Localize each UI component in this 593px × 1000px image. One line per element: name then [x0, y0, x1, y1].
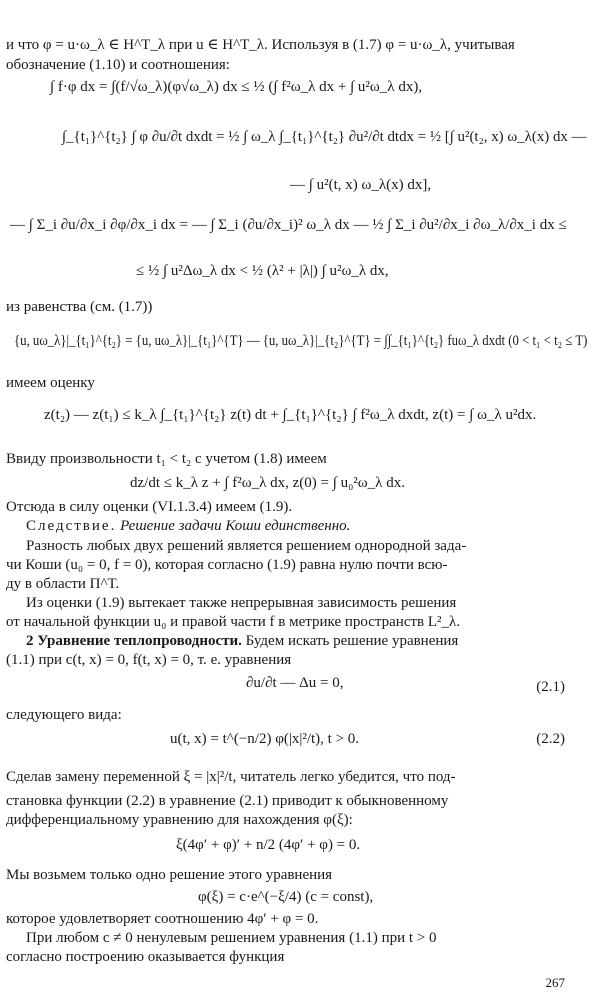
- text-line: Мы возьмем только одно решение этого уравнения: [6, 867, 333, 883]
- text-line: обозначение (1.10) и соотношения:: [6, 57, 230, 73]
- text-line: следующего вида:: [6, 707, 122, 723]
- text-line: становка функции (2.2) в уравнение (2.1) приводит к обыкновенному: [6, 793, 449, 809]
- formula-line: ξ(4φ′ + φ)′ + n/2 (4φ′ + φ) = 0.: [176, 837, 361, 853]
- text-line: Из оценки (1.9) вытекает также непрерывная зависимость решения: [26, 595, 457, 611]
- corollary-text: Решение задачи Коши единственно.: [120, 518, 351, 534]
- text-line: При любом c ≠ 0 ненулевым решением уравнения (1.1) при t > 0: [26, 930, 437, 946]
- formula-line: ∂u/∂t — Δu = 0,: [246, 675, 344, 691]
- text-line: дифференциальному уравнению для нахождения φ(ξ):: [6, 812, 353, 828]
- corollary-line: [26, 519, 350, 534]
- formula-line: u(t, x) = t^(−n/2) φ(|x|²/t), t > 0.: [170, 731, 360, 747]
- corollary-label: Следствие.: [26, 518, 117, 534]
- formula-line: — ∫ Σ_i ∂u/∂x_i ∂φ/∂x_i dx = — ∫ Σ_i (∂u/∂x_i)² ω_λ dx — ½ ∫ Σ_i ∂u²/∂x_i ∂ω_λ/∂x_i dx ≤: [10, 217, 567, 233]
- formula-line: φ(ξ) = c·e^(−ξ/4) (c = const),: [198, 889, 374, 905]
- formula-line: ∫_{t₁}^{t₂} ∫ φ ∂u/∂t dxdt = ½ ∫ ω_λ ∫_{t₁}^{t₂} ∂u²/∂t dtdx = ½ [∫ u²(t₂, x) ω_λ(x) dx —: [62, 129, 587, 145]
- text-line: и что φ = u·ω_λ ∈ H^T_λ при u ∈ H^T_λ. Используя в (1.7) φ = u·ω_λ, учитывая: [6, 37, 515, 53]
- formula-line: ≤ ½ ∫ u²Δω_λ dx < ½ (λ² + |λ|) ∫ u²ω_λ dx,: [136, 263, 389, 279]
- text-line: согласно построению оказывается функция: [6, 949, 285, 965]
- equation-number: (2.2): [536, 731, 565, 747]
- text-line: Сделав замену переменной ξ = |x|²/t, читатель легко убедится, что под-: [6, 769, 456, 785]
- section-line: [26, 634, 458, 649]
- equation-number: (2.1): [536, 679, 565, 695]
- formula-line: — ∫ u²(t, x) ω_λ(x) dx],: [290, 177, 432, 193]
- text-line: из равенства (см. (1.7)): [6, 299, 153, 315]
- text-line: Ввиду произвольности t₁ < t₂ с учетом (1.8) имеем: [6, 451, 327, 467]
- text-line: чи Коши (u₀ = 0, f = 0), которая согласно (1.9) равна нулю почти всю-: [6, 557, 448, 573]
- text-line: Разность любых двух решений является решением однородной зада-: [26, 538, 467, 554]
- text-line: Отсюда в силу оценки (VI.1.3.4) имеем (1.9).: [6, 499, 293, 515]
- page-number: 267: [545, 975, 565, 990]
- formula-line: z(t₂) — z(t₁) ≤ k_λ ∫_{t₁}^{t₂} z(t) dt + ∫_{t₁}^{t₂} ∫ f²ω_λ dxdt, z(t) = ∫ ω_λ u²dx.: [44, 407, 537, 423]
- text-line: от начальной функции u₀ и правой части f в метрике пространств L²_λ.: [6, 614, 461, 630]
- text-line: (1.1) при c(t, x) = 0, f(t, x) = 0, т. е. уравнения: [6, 652, 292, 668]
- formula-line: ∫ f·φ dx = ∫(f/√ω_λ)(φ√ω_λ) dx ≤ ½ (∫ f²ω_λ dx + ∫ u²ω_λ dx),: [50, 79, 423, 95]
- formula-line: dz/dt ≤ k_λ z + ∫ f²ω_λ dx, z(0) = ∫ u₀²ω_λ dx.: [130, 475, 405, 491]
- text-line: которое удовлетворяет соотношению 4φ′ + φ = 0.: [6, 911, 319, 927]
- section-text: Будем искать решение уравнения: [245, 633, 459, 649]
- section-heading: 2 Уравнение теплопроводности.: [26, 633, 242, 649]
- text-line: имеем оценку: [6, 375, 95, 391]
- text-line: ду в области Π^T.: [6, 576, 120, 592]
- formula-line: {u, uω_λ}|_{t₁}^{t₂} = {u, uω_λ}|_{t₁}^{T} — {u, uω_λ}|_{t₂}^{T} = ∫∫_{t₁}^{t₂} fuω_λ dxdt (0 < t₁ < t₂ ≤ T): [14, 333, 588, 349]
